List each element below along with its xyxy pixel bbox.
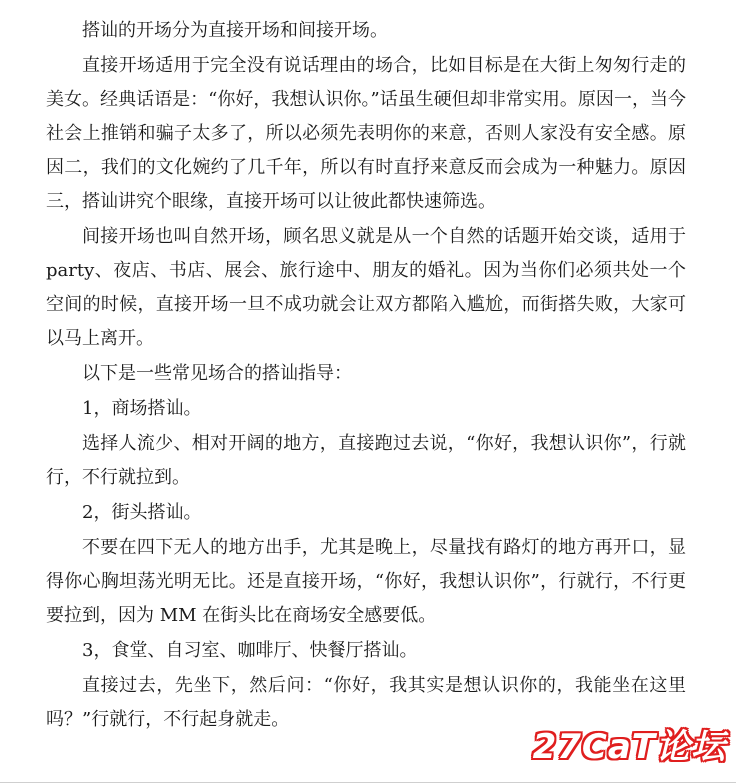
forum-watermark: 27CaT论坛: [532, 727, 726, 767]
paragraph: 间接开场也叫自然开场，顾名思义就是从一个自然的话题开始交谈，适用于 party、夜店、书店、展会、旅行途中、朋友的婚礼。因为当你们必须共处一个空间的时候，直接开场一旦不成功就会让双方都陷入尴尬，而街搭失败，大家可以马上离开。: [46, 226, 686, 349]
paragraph: 不要在四下无人的地方出手，尤其是晚上，尽量找有路灯的地方再开口，显得你心胸坦荡光明无比。还是直接开场，“你好，我想认识你”，行就行，不行更要拉到，因为 MM 在街头比在商场安全感要低。: [46, 537, 686, 626]
paragraph: 直接开场适用于完全没有说话理由的场合，比如目标是在大街上匆匆行走的美女。经典话语是：“你好，我想认识你。”话虽生硬但却非常实用。原因一，当今社会上推销和骗子太多了，所以必须先表明你的来意，否则人家没有安全感。原因二，我们的文化婉约了几千年，所以有时直抒来意反而会成为一种魅力。原因三，搭讪讲究个眼缘，直接开场可以让彼此都快速筛选。: [46, 55, 686, 212]
paragraph: 搭讪的开场分为直接开场和间接开场。: [82, 20, 388, 41]
paragraph: 以下是一些常见场合的搭讪指导：: [82, 363, 352, 384]
section-heading: 3，食堂、自习室、咖啡厅、快餐厅搭讪。: [82, 640, 418, 661]
section-heading: 1，商场搭讪。: [82, 398, 202, 419]
section-heading: 2，街头搭讪。: [82, 502, 202, 523]
paragraph: 直接过去，先坐下，然后问：“你好，我其实是想认识你的，我能坐在这里吗？”行就行，不行起身就走。: [46, 675, 686, 730]
paragraph: 选择人流少、相对开阔的地方，直接跑过去说，“你好，我想认识你”，行就行，不行就拉到。: [46, 433, 686, 488]
document-body: [46, 14, 686, 738]
